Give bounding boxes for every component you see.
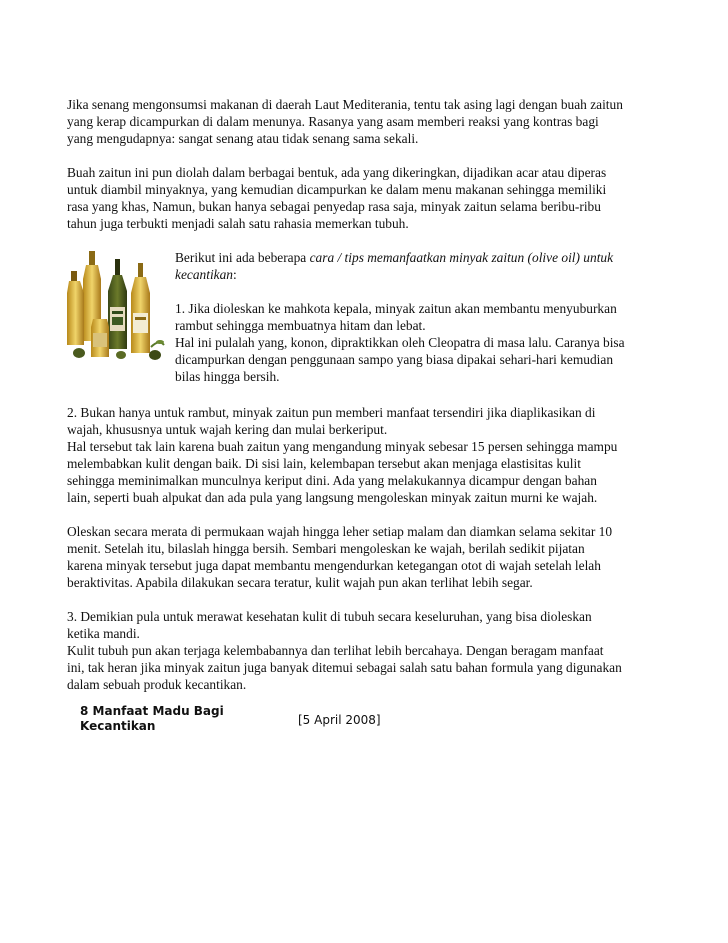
tips-text bbox=[175, 249, 655, 385]
paragraph-tip-3 bbox=[67, 608, 667, 693]
related-article-date: [5 April 2008] bbox=[298, 713, 381, 727]
text-line: melembabkan kulit dengan baik. Di sisi lain, kelembapan tersebut akan menjaga elastisitas kulit bbox=[67, 456, 581, 471]
related-title-line: 8 Manfaat Madu Bagi bbox=[80, 704, 224, 718]
figure-with-tips bbox=[67, 249, 667, 397]
text-line: Oleskan secara merata di permukaan wajah hingga leher setiap malam dan diamkan selama sekitar 10 bbox=[67, 524, 613, 539]
text-line: Hal tersebut tak lain karena buah zaitun yang mengandung minyak sebesar 15 persen sehingga mampu bbox=[67, 439, 618, 454]
text-line: 1. Jika dioleskan ke mahkota kepala, minyak zaitun akan membantu menyuburkan bbox=[175, 301, 617, 316]
text-line: Kulit tubuh pun akan terjaga kelembabannya dan terlihat lebih bercahaya. Dengan beragam manfaat bbox=[67, 643, 604, 658]
text-line: untuk diambil minyaknya, yang kemudian dicampurkan ke dalam menu makanan sehingga memiliki bbox=[67, 182, 607, 197]
intro-prefix: Berikut ini ada beberapa bbox=[175, 250, 310, 265]
text-line: 2. Bukan hanya untuk rambut, minyak zaitun pun memberi manfaat tersendiri jika diaplikasikan di bbox=[67, 405, 596, 420]
text-line: menit. Setelah itu, bilaslah hingga bersih. Sembari mengoleskan ke wajah, berilah sedikit pijatan bbox=[67, 541, 585, 556]
text-line: Jika senang mengonsumsi makanan di daerah Laut Mediterania, tentu tak asing lagi dengan buah zaitun bbox=[67, 97, 623, 112]
spacer bbox=[175, 283, 655, 300]
olive-oil-bottles-image bbox=[67, 249, 165, 361]
related-title-line: Kecantikan bbox=[80, 719, 156, 733]
text-line: yang mengudapnya: sangat senang atau tidak senang sama sekali. bbox=[67, 131, 419, 146]
text-line: ketika mandi. bbox=[67, 626, 140, 641]
text-line: yang kerap dicampurkan di dalam menunya. Rasanya yang asam memberi reaksi yang kontras bagi bbox=[67, 114, 599, 129]
text-line: rambut sehingga membuatnya hitam dan lebat. bbox=[175, 318, 426, 333]
paragraph-olive-processing bbox=[67, 164, 667, 232]
paragraph-tip-2 bbox=[67, 404, 667, 506]
related-article-link[interactable] bbox=[80, 704, 224, 734]
text-line: lain, seperti buah alpukat dan ada pula yang langsung mengoleskan minyak zaitun murni ke wajah. bbox=[67, 490, 598, 505]
paragraph-intro-mediterania bbox=[67, 96, 667, 147]
text-line: dicampurkan dengan penggunaan sampo yang biasa dipakai sehari-hari kemudian bbox=[175, 352, 614, 367]
text-line: Buah zaitun ini pun diolah dalam berbagai bentuk, ada yang dikeringkan, dijadikan acar atau diperas bbox=[67, 165, 607, 180]
paragraph-application bbox=[67, 523, 667, 591]
tips-intro-line bbox=[175, 266, 655, 283]
text-line: wajah, khususnya untuk wajah kering dan mulai berkeriput. bbox=[67, 422, 388, 437]
article bbox=[67, 96, 667, 710]
text-line: karena minyak tersebut juga dapat membantu mengendurkan ketegangan otot di wajah setelah lelah bbox=[67, 558, 601, 573]
text-line: Hal ini pulalah yang, konon, dipraktikkan oleh Cleopatra di masa lalu. Caranya bisa bbox=[175, 335, 625, 350]
text-line: dalam sebuah produk kecantikan. bbox=[67, 677, 247, 692]
text-line: rasa yang khas, Namun, bukan hanya sebagai penyedap rasa saja, minyak zaitun selama beribu-ribu bbox=[67, 199, 601, 214]
text-line: beraktivitas. Apabila dilakukan secara teratur, kulit wajah pun akan terlihat lebih segar. bbox=[67, 575, 533, 590]
text-line: tahun juga terbukti menjadi salah satu rahasia memerkan tubuh. bbox=[67, 216, 409, 231]
intro-suffix: : bbox=[233, 267, 237, 282]
tips-intro-line bbox=[175, 249, 655, 266]
text-line: 3. Demikian pula untuk merawat kesehatan kulit di tubuh secara keseluruhan, yang bisa dioleskan bbox=[67, 609, 592, 624]
text-line: ini, tak heran jika minyak zaitun juga banyak ditemui sebagai salah satu bahan formula yang digunakan bbox=[67, 660, 622, 675]
intro-italic-kecantikan: kecantikan bbox=[175, 267, 233, 282]
text-line: bilas hingga bersih. bbox=[175, 369, 280, 384]
intro-italic: cara / tips memanfaatkan minyak zaitun (olive oil) untuk bbox=[309, 250, 614, 265]
related-article-footer bbox=[80, 704, 480, 744]
text-line: sehingga meminimalkan munculnya keriput dini. Ada yang melakukannya dicampur dengan bahan bbox=[67, 473, 597, 488]
